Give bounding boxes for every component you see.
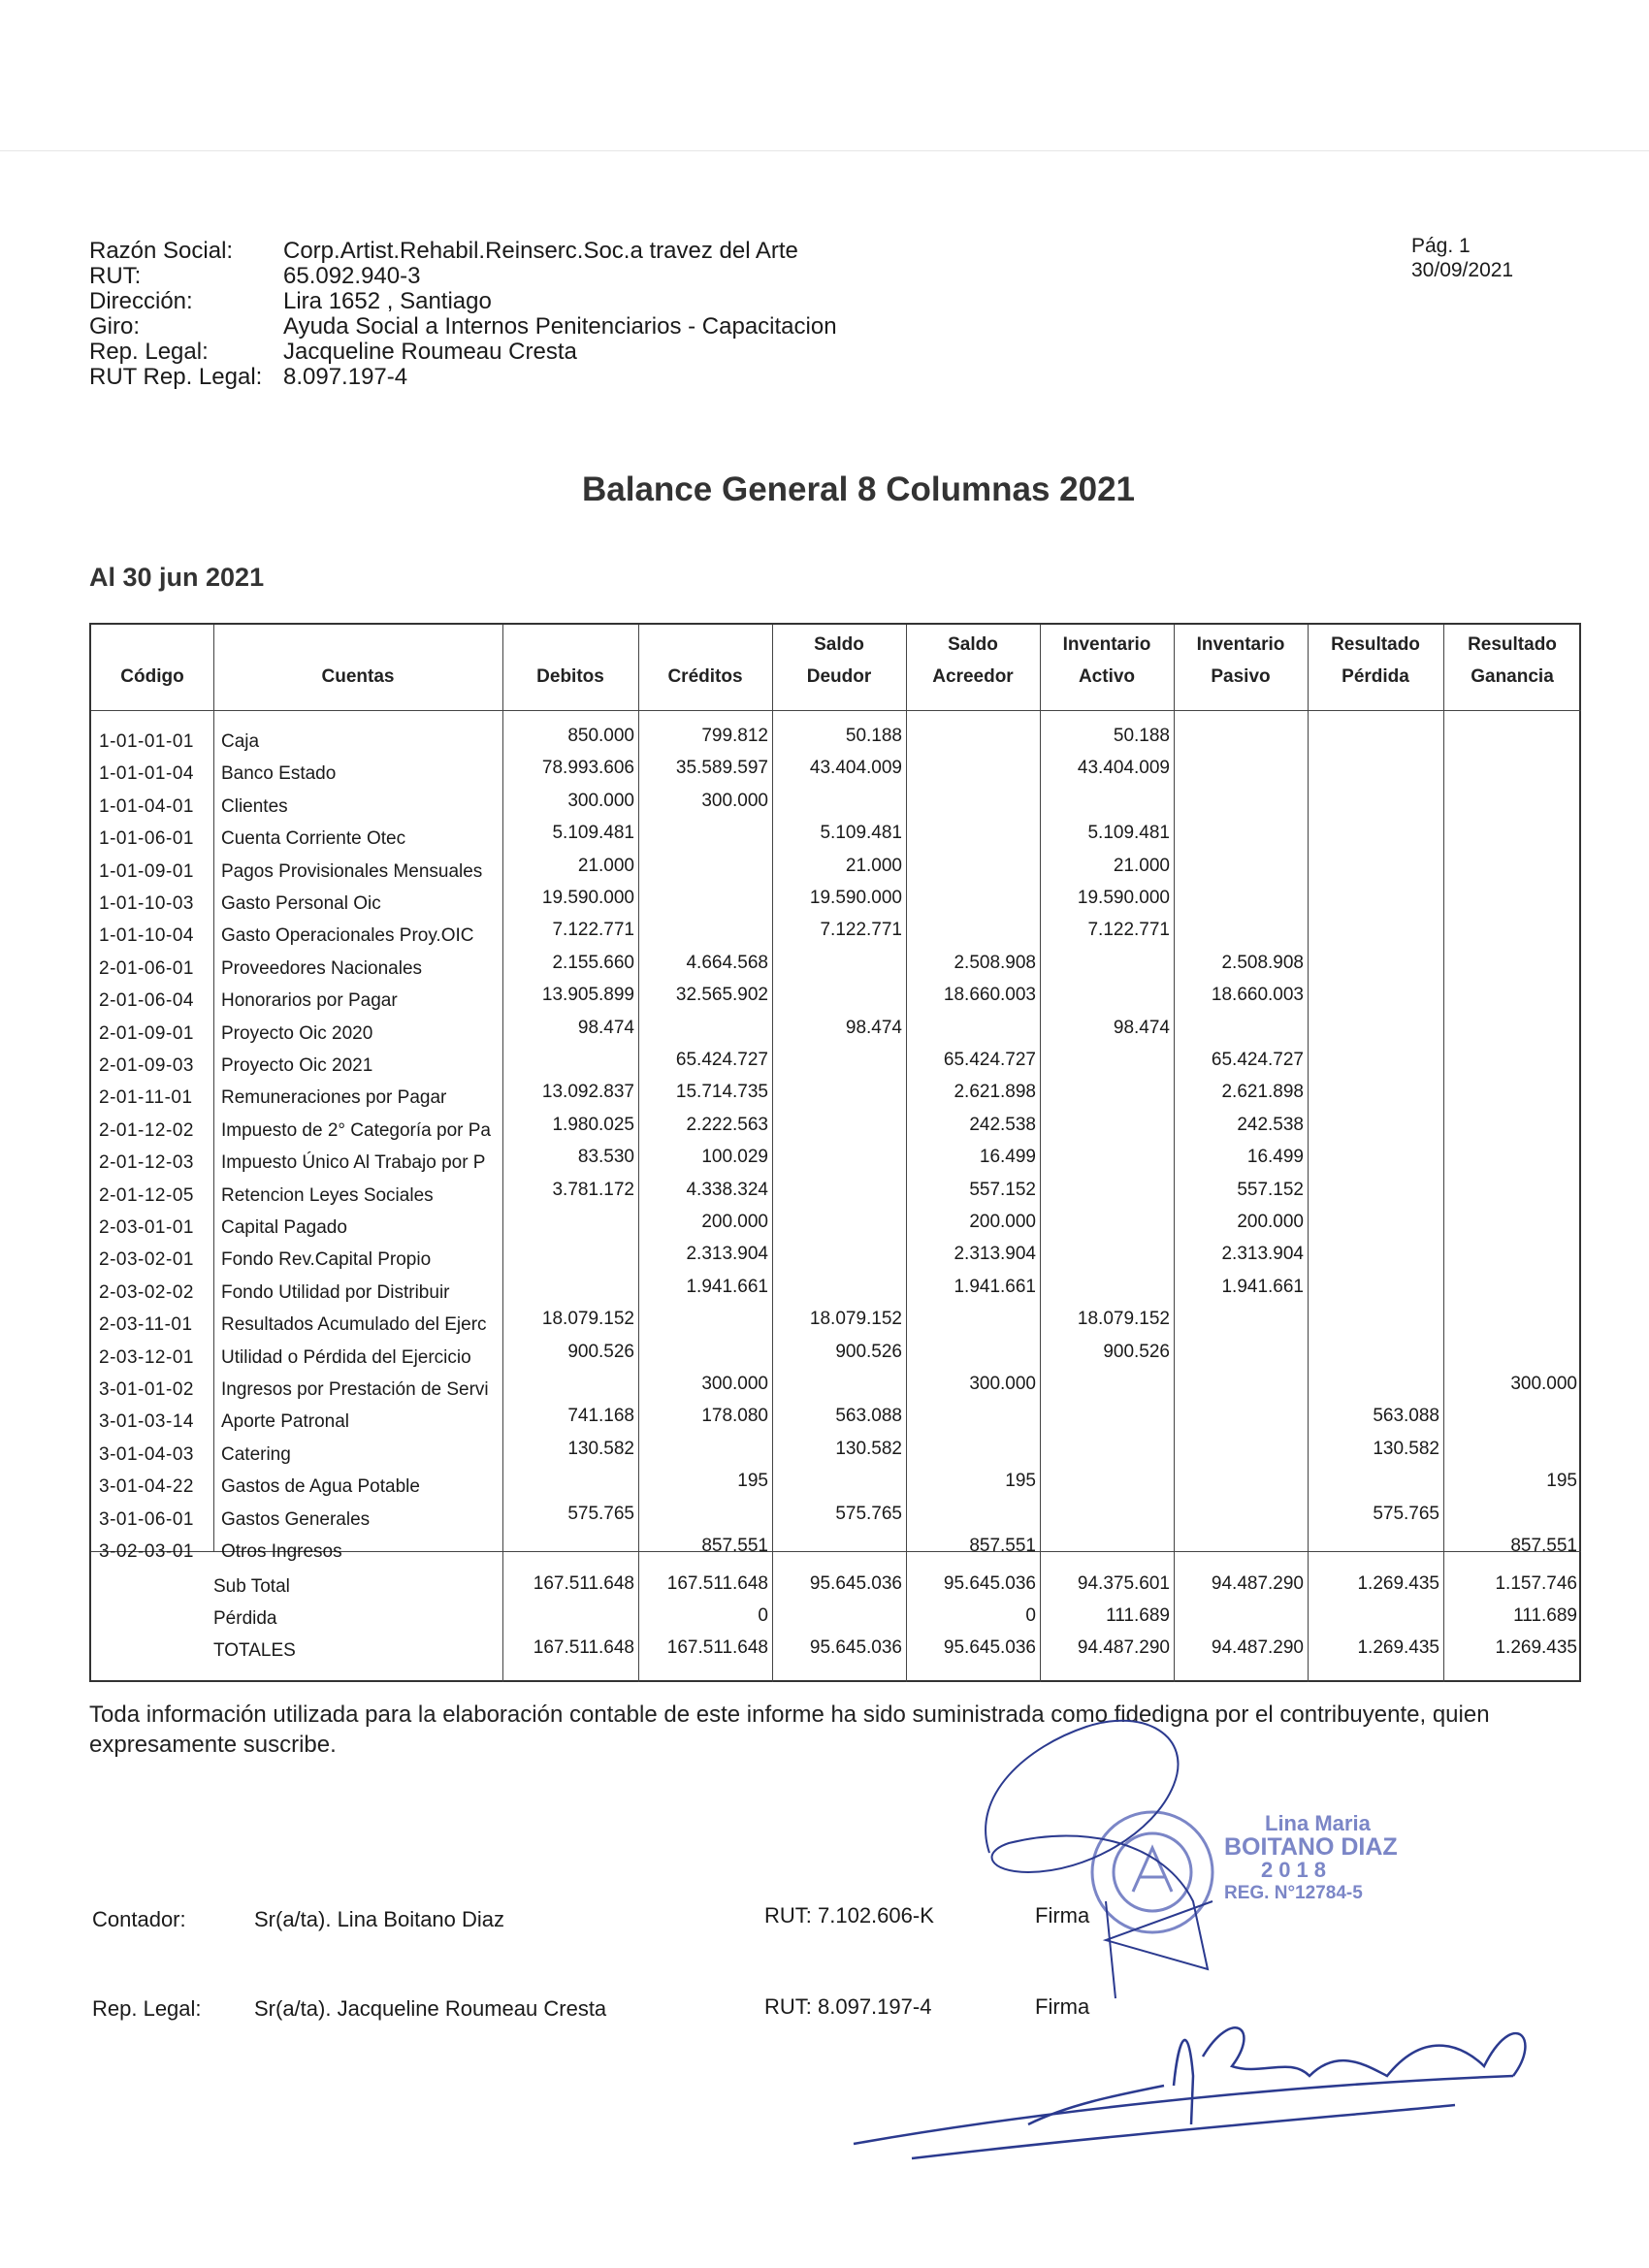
table-cell-account: Aporte Patronal bbox=[221, 1411, 350, 1433]
table-cell-account: Otros Ingresos bbox=[221, 1541, 342, 1562]
table-cell-account: Gasto Operacionales Proy.OIC bbox=[221, 925, 474, 947]
totals-cell-resultado-perdida: 1.269.435 bbox=[1357, 1573, 1439, 1594]
table-cell-resultado-perdida: 575.765 bbox=[1373, 1503, 1439, 1524]
table-cell-debitos: 300.000 bbox=[567, 790, 634, 811]
table-cell-debitos: 850.000 bbox=[567, 726, 634, 746]
table-cell-code: 1-01-09-01 bbox=[99, 860, 194, 882]
seal-icon bbox=[1092, 1812, 1212, 1932]
table-cell-saldo-deudor: 18.079.152 bbox=[809, 1309, 902, 1330]
stamp-line-year: 2018 bbox=[1261, 1858, 1332, 1882]
table-cell-account: Catering bbox=[221, 1443, 291, 1465]
table-cell-inventario-pasivo: 1.941.661 bbox=[1221, 1276, 1304, 1297]
totals-cell-resultado-ganancia: 111.689 bbox=[1513, 1605, 1577, 1626]
table-cell-account: Clientes bbox=[221, 795, 288, 817]
table-cell-inventario-pasivo: 18.660.003 bbox=[1211, 985, 1304, 1006]
table-cell-inventario-pasivo: 200.000 bbox=[1237, 1212, 1304, 1232]
column-header-line2: Activo bbox=[1078, 666, 1136, 687]
table-cell-saldo-acreedor: 857.551 bbox=[969, 1536, 1036, 1556]
table-cell-code: 1-01-04-01 bbox=[99, 795, 194, 817]
table-cell-saldo-acreedor: 2.508.908 bbox=[954, 952, 1036, 973]
column-header-line2: Código bbox=[120, 666, 184, 687]
table-cell-code: 1-01-10-03 bbox=[99, 893, 194, 914]
table-cell-debitos: 98.474 bbox=[577, 1017, 634, 1038]
table-cell-saldo-deudor: 43.404.009 bbox=[809, 758, 902, 779]
column-header-line2: Acreedor bbox=[932, 666, 1014, 687]
accountant-name: Sr(a/ta). Lina Boitano Diaz bbox=[254, 1907, 505, 1931]
table-cell-resultado-ganancia: 300.000 bbox=[1510, 1374, 1577, 1394]
table-cell-debitos: 3.781.172 bbox=[552, 1179, 634, 1200]
column-header-line2: Pérdida bbox=[1342, 666, 1409, 687]
totals-cell-inventario-activo: 94.375.601 bbox=[1077, 1573, 1170, 1594]
column-header-line2: Cuentas bbox=[321, 666, 395, 687]
table-cell-creditos: 300.000 bbox=[701, 1374, 768, 1394]
table-cell-inventario-activo: 98.474 bbox=[1113, 1017, 1170, 1038]
table-cell-code: 3-01-04-03 bbox=[99, 1443, 194, 1465]
table-cell-debitos: 5.109.481 bbox=[552, 823, 634, 844]
totals-cell-saldo-acreedor: 0 bbox=[1025, 1605, 1036, 1626]
table-cell-account: Proyecto Oic 2021 bbox=[221, 1055, 373, 1076]
header-value: 8.097.197-4 bbox=[283, 364, 408, 390]
totals-cell-saldo-deudor: 95.645.036 bbox=[809, 1573, 902, 1594]
table-cell-code: 2-01-09-01 bbox=[99, 1022, 194, 1044]
totals-label: Pérdida bbox=[213, 1608, 277, 1629]
table-cell-debitos: 78.993.606 bbox=[541, 758, 634, 779]
header-value: Jacqueline Roumeau Cresta bbox=[283, 339, 577, 365]
header-label: Dirección: bbox=[89, 288, 193, 314]
totals-label: Sub Total bbox=[213, 1576, 290, 1597]
table-cell-code: 1-01-06-01 bbox=[99, 828, 194, 850]
stamp-line-name: Lina Maria bbox=[1265, 1811, 1371, 1835]
table-cell-account: Gasto Personal Oic bbox=[221, 893, 381, 914]
table-cell-code: 2-03-11-01 bbox=[99, 1314, 193, 1336]
table-cell-inventario-pasivo: 242.538 bbox=[1237, 1114, 1304, 1135]
table-cell-code: 2-01-11-01 bbox=[99, 1087, 193, 1109]
table-cell-account: Remuneraciones por Pagar bbox=[221, 1087, 447, 1109]
table-cell-code: 2-03-01-01 bbox=[99, 1217, 194, 1238]
column-header-line2: Ganancia bbox=[1471, 666, 1554, 687]
table-cell-creditos: 15.714.735 bbox=[675, 1082, 768, 1103]
accountant-firma-label: Firma bbox=[1035, 1903, 1090, 1928]
table-cell-saldo-deudor: 7.122.771 bbox=[820, 920, 902, 941]
table-cell-debitos: 741.168 bbox=[567, 1406, 634, 1427]
table-cell-saldo-deudor: 19.590.000 bbox=[809, 888, 902, 908]
table-cell-inventario-activo: 50.188 bbox=[1113, 726, 1170, 746]
table-cell-code: 2-01-12-02 bbox=[99, 1119, 194, 1141]
totals-cell-saldo-deudor: 95.645.036 bbox=[809, 1637, 902, 1658]
table-cell-code: 2-01-06-04 bbox=[99, 990, 194, 1012]
table-cell-creditos: 2.313.904 bbox=[686, 1244, 768, 1265]
table-cell-saldo-deudor: 21.000 bbox=[845, 855, 902, 876]
column-header-line1: Resultado bbox=[1331, 634, 1420, 655]
stamp-line-reg: REG. N°12784-5 bbox=[1224, 1883, 1363, 1903]
table-cell-account: Capital Pagado bbox=[221, 1217, 347, 1238]
table-cell-saldo-acreedor: 1.941.661 bbox=[954, 1276, 1036, 1297]
table-cell-account: Fondo Rev.Capital Propio bbox=[221, 1249, 432, 1271]
report-date: 30/09/2021 bbox=[1411, 259, 1514, 281]
table-cell-creditos: 32.565.902 bbox=[675, 985, 768, 1006]
table-cell-account: Caja bbox=[221, 731, 260, 752]
table-cell-code: 3-01-04-22 bbox=[99, 1476, 194, 1498]
totals-cell-inventario-pasivo: 94.487.290 bbox=[1211, 1637, 1304, 1658]
table-cell-code: 2-01-12-03 bbox=[99, 1152, 194, 1174]
totals-cell-debitos: 167.511.648 bbox=[533, 1637, 634, 1658]
table-cell-inventario-pasivo: 16.499 bbox=[1246, 1147, 1304, 1168]
table-cell-account: Pagos Provisionales Mensuales bbox=[221, 860, 483, 882]
table-cell-inventario-pasivo: 65.424.727 bbox=[1211, 1050, 1304, 1070]
table-cell-account: Proyecto Oic 2020 bbox=[221, 1022, 373, 1044]
column-header-line2: Deudor bbox=[806, 666, 872, 687]
table-cell-saldo-deudor: 50.188 bbox=[845, 726, 902, 746]
table-cell-inventario-activo: 43.404.009 bbox=[1077, 758, 1170, 779]
report-period: Al 30 jun 2021 bbox=[89, 563, 265, 592]
column-header-line1: Resultado bbox=[1468, 634, 1557, 655]
table-cell-saldo-acreedor: 557.152 bbox=[969, 1179, 1036, 1200]
totals-cell-inventario-activo: 94.487.290 bbox=[1077, 1637, 1170, 1658]
table-cell-code: 3-01-01-02 bbox=[99, 1379, 194, 1400]
table-cell-debitos: 21.000 bbox=[577, 855, 634, 876]
table-cell-inventario-pasivo: 557.152 bbox=[1237, 1179, 1304, 1200]
header-label: Rep. Legal: bbox=[89, 339, 209, 365]
table-cell-resultado-perdida: 130.582 bbox=[1373, 1438, 1439, 1459]
totals-cell-creditos: 167.511.648 bbox=[666, 1573, 768, 1594]
table-cell-account: Gastos Generales bbox=[221, 1508, 371, 1530]
table-cell-code: 1-01-01-01 bbox=[99, 731, 194, 752]
totals-cell-creditos: 167.511.648 bbox=[666, 1637, 768, 1658]
table-cell-code: 2-03-02-01 bbox=[99, 1249, 194, 1271]
table-cell-saldo-deudor: 575.765 bbox=[835, 1503, 902, 1524]
table-cell-creditos: 65.424.727 bbox=[675, 1050, 768, 1070]
totals-cell-inventario-activo: 111.689 bbox=[1106, 1605, 1170, 1626]
table-cell-creditos: 799.812 bbox=[701, 726, 768, 746]
totals-cell-saldo-acreedor: 95.645.036 bbox=[943, 1637, 1036, 1658]
table-cell-account: Fondo Utilidad por Distribuir bbox=[221, 1281, 450, 1303]
table-cell-saldo-acreedor: 16.499 bbox=[979, 1147, 1036, 1168]
table-cell-creditos: 4.338.324 bbox=[686, 1179, 768, 1200]
totals-cell-debitos: 167.511.648 bbox=[533, 1573, 634, 1594]
table-cell-debitos: 18.079.152 bbox=[541, 1309, 634, 1330]
table-cell-saldo-deudor: 5.109.481 bbox=[820, 823, 902, 844]
table-cell-inventario-pasivo: 2.508.908 bbox=[1221, 952, 1304, 973]
column-header-line1: Saldo bbox=[814, 634, 864, 655]
table-cell-inventario-activo: 21.000 bbox=[1113, 855, 1170, 876]
table-cell-saldo-acreedor: 300.000 bbox=[969, 1374, 1036, 1394]
totals-cell-resultado-ganancia: 1.269.435 bbox=[1495, 1637, 1577, 1658]
table-cell-debitos: 900.526 bbox=[567, 1341, 634, 1362]
table-cell-account: Banco Estado bbox=[221, 763, 337, 785]
table-cell-code: 3-02-03-01 bbox=[99, 1541, 194, 1562]
table-cell-inventario-pasivo: 2.313.904 bbox=[1221, 1244, 1304, 1265]
header-value: Lira 1652 , Santiago bbox=[283, 288, 492, 314]
header-label: Giro: bbox=[89, 313, 141, 340]
table-cell-inventario-activo: 5.109.481 bbox=[1087, 823, 1170, 844]
table-cell-account: Cuenta Corriente Otec bbox=[221, 828, 406, 850]
table-cell-resultado-perdida: 563.088 bbox=[1373, 1406, 1439, 1427]
table-cell-debitos: 13.092.837 bbox=[541, 1082, 634, 1103]
table-cell-code: 3-01-06-01 bbox=[99, 1508, 194, 1530]
table-cell-account: Proveedores Nacionales bbox=[221, 957, 423, 979]
totals-cell-creditos: 0 bbox=[758, 1605, 768, 1626]
totals-cell-resultado-ganancia: 1.157.746 bbox=[1495, 1573, 1577, 1594]
table-cell-account: Resultados Acumulado del Ejerc bbox=[221, 1314, 487, 1336]
table-cell-account: Gastos de Agua Potable bbox=[221, 1476, 420, 1498]
legal-rep-role: Rep. Legal: bbox=[92, 1996, 202, 2021]
table-cell-creditos: 195 bbox=[737, 1471, 768, 1492]
table-cell-code: 1-01-10-04 bbox=[99, 925, 194, 947]
header-value: 65.092.940-3 bbox=[283, 263, 421, 289]
table-cell-creditos: 857.551 bbox=[701, 1536, 768, 1556]
table-cell-saldo-deudor: 900.526 bbox=[835, 1341, 902, 1362]
table-cell-creditos: 200.000 bbox=[701, 1212, 768, 1232]
column-header-line2: Créditos bbox=[667, 666, 743, 687]
table-cell-code: 2-03-02-02 bbox=[99, 1281, 194, 1303]
accountant-role: Contador: bbox=[92, 1907, 186, 1931]
table-cell-code: 2-03-12-01 bbox=[99, 1346, 194, 1368]
table-cell-account: Utilidad o Pérdida del Ejercicio bbox=[221, 1346, 471, 1368]
totals-label: TOTALES bbox=[213, 1640, 296, 1661]
column-header-line1: Inventario bbox=[1062, 634, 1151, 655]
table-cell-saldo-deudor: 98.474 bbox=[845, 1017, 902, 1038]
legal-rep-signature-icon bbox=[854, 2027, 1525, 2158]
stamp-line-surname: BOITANO DIAZ bbox=[1224, 1833, 1398, 1861]
table-cell-debitos: 2.155.660 bbox=[552, 952, 634, 973]
table-cell-inventario-activo: 7.122.771 bbox=[1087, 920, 1170, 941]
table-cell-resultado-ganancia: 857.551 bbox=[1510, 1536, 1577, 1556]
disclaimer-note: Toda información utilizada para la elaboración contable de este informe ha sido suministrada como fidedigna por el contribuyente, quien expresamente suscribe. bbox=[89, 1701, 1490, 1758]
table-cell-saldo-acreedor: 18.660.003 bbox=[943, 985, 1036, 1006]
column-header-line1: Saldo bbox=[948, 634, 998, 655]
table-cell-saldo-acreedor: 195 bbox=[1005, 1471, 1036, 1492]
table-cell-debitos: 83.530 bbox=[577, 1147, 634, 1168]
table-cell-inventario-activo: 19.590.000 bbox=[1077, 888, 1170, 908]
table-cell-creditos: 100.029 bbox=[701, 1147, 768, 1168]
column-header-line2: Debitos bbox=[536, 666, 604, 687]
legal-rep-rut: RUT: 8.097.197-4 bbox=[764, 1994, 932, 2019]
table-cell-creditos: 1.941.661 bbox=[686, 1276, 768, 1297]
table-cell-account: Impuesto Único Al Trabajo por P bbox=[221, 1152, 486, 1174]
table-cell-saldo-deudor: 130.582 bbox=[835, 1438, 902, 1459]
column-header-line2: Pasivo bbox=[1211, 666, 1271, 687]
table-cell-account: Retencion Leyes Sociales bbox=[221, 1184, 434, 1206]
column-header-line1: Inventario bbox=[1196, 634, 1285, 655]
table-cell-saldo-acreedor: 242.538 bbox=[969, 1114, 1036, 1135]
accountant-signature-icon bbox=[986, 1721, 1212, 1998]
table-cell-code: 1-01-01-04 bbox=[99, 763, 194, 785]
page-title: Balance General 8 Columnas 2021 bbox=[582, 470, 1135, 508]
header-label: RUT: bbox=[89, 263, 142, 289]
table-cell-creditos: 2.222.563 bbox=[686, 1114, 768, 1135]
page-number: Pág. 1 bbox=[1411, 235, 1471, 257]
table-cell-inventario-activo: 900.526 bbox=[1103, 1341, 1170, 1362]
table-cell-resultado-ganancia: 195 bbox=[1546, 1471, 1577, 1492]
totals-cell-inventario-pasivo: 94.487.290 bbox=[1211, 1573, 1304, 1594]
table-cell-code: 3-01-03-14 bbox=[99, 1411, 194, 1433]
table-cell-account: Honorarios por Pagar bbox=[221, 990, 398, 1012]
totals-cell-saldo-acreedor: 95.645.036 bbox=[943, 1573, 1036, 1594]
table-cell-creditos: 300.000 bbox=[701, 790, 768, 811]
table-cell-debitos: 7.122.771 bbox=[552, 920, 634, 941]
table-cell-debitos: 19.590.000 bbox=[541, 888, 634, 908]
legal-rep-firma-label: Firma bbox=[1035, 1994, 1090, 2019]
table-cell-debitos: 575.765 bbox=[567, 1503, 634, 1524]
legal-rep-name: Sr(a/ta). Jacqueline Roumeau Cresta bbox=[254, 1996, 607, 2021]
table-cell-account: Impuesto de 2° Categoría por Pa bbox=[221, 1119, 491, 1141]
header-value: Ayuda Social a Internos Penitenciarios - Capacitacion bbox=[283, 313, 837, 340]
table-cell-saldo-acreedor: 2.313.904 bbox=[954, 1244, 1036, 1265]
table-cell-code: 2-01-12-05 bbox=[99, 1184, 194, 1206]
table-cell-creditos: 178.080 bbox=[701, 1406, 768, 1427]
table-cell-account: Ingresos por Prestación de Servi bbox=[221, 1379, 489, 1400]
accountant-rut: RUT: 7.102.606-K bbox=[764, 1903, 934, 1928]
table-cell-debitos: 130.582 bbox=[567, 1438, 634, 1459]
table-cell-saldo-deudor: 563.088 bbox=[835, 1406, 902, 1427]
header-label: RUT Rep. Legal: bbox=[89, 364, 263, 390]
table-cell-inventario-activo: 18.079.152 bbox=[1077, 1309, 1170, 1330]
table-cell-saldo-acreedor: 200.000 bbox=[969, 1212, 1036, 1232]
table-cell-saldo-acreedor: 65.424.727 bbox=[943, 1050, 1036, 1070]
table-cell-debitos: 13.905.899 bbox=[541, 985, 634, 1006]
table-cell-code: 2-01-09-03 bbox=[99, 1055, 194, 1076]
table-cell-creditos: 35.589.597 bbox=[675, 758, 768, 779]
table-cell-saldo-acreedor: 2.621.898 bbox=[954, 1082, 1036, 1103]
table-cell-inventario-pasivo: 2.621.898 bbox=[1221, 1082, 1304, 1103]
table-cell-debitos: 1.980.025 bbox=[552, 1114, 634, 1135]
header-value: Corp.Artist.Rehabil.Reinserc.Soc.a travez del Arte bbox=[283, 238, 798, 264]
table-cell-creditos: 4.664.568 bbox=[686, 952, 768, 973]
table-cell-code: 2-01-06-01 bbox=[99, 957, 194, 979]
header-label: Razón Social: bbox=[89, 238, 234, 264]
totals-cell-resultado-perdida: 1.269.435 bbox=[1357, 1637, 1439, 1658]
